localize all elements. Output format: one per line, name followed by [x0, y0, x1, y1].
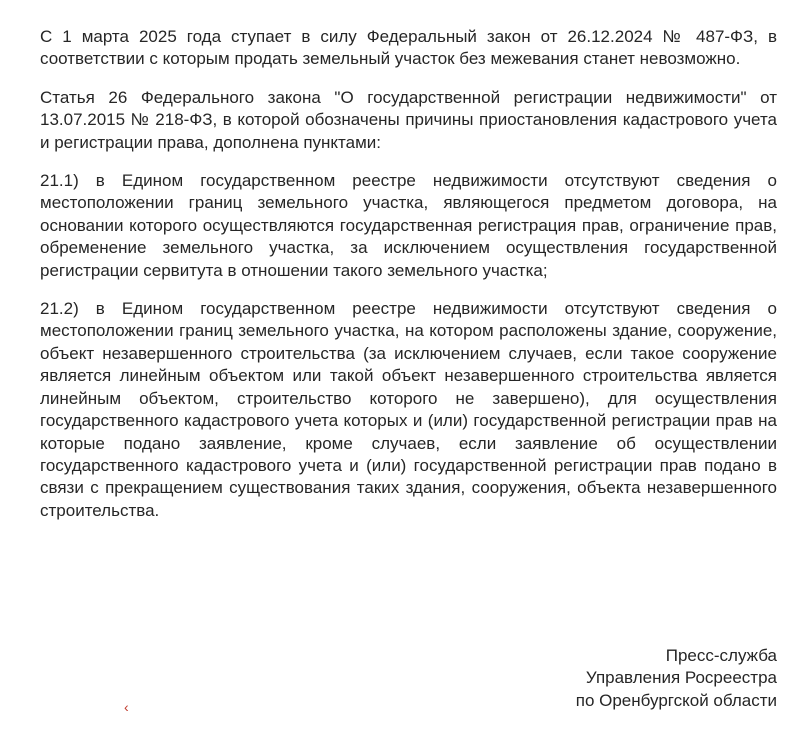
signature-line-department: Управления Росреестра	[585, 668, 777, 688]
chevron-left-icon[interactable]: ‹	[124, 699, 129, 715]
paragraph-clause-21-1: 21.1) в Едином государственном реестре недвижимости отсутствуют сведения о местоположении границ земельного участка, являющегося предметом договора, на основании которого осуществляются государственная регистрация прав, ограничение прав, обременение земельного участка, за исключением осуществления государственной регистрации сервитута в отношении такого земельного участка;	[40, 171, 777, 280]
signature-line-press-service: Пресс-служба	[665, 646, 777, 665]
press-signature	[576, 645, 777, 712]
paragraph-article-26: Статья 26 Федерального закона "О государственной регистрации недвижимости" от 13.07.2015 № 218-ФЗ, в которой обозначены причины приостановления кадастрового учета и регистрации права, дополнена пунктами:	[40, 87, 777, 152]
paragraph-clause-21-2: 21.2) в Едином государственном реестре недвижимости отсутствуют сведения о местоположении границ земельного участка, на котором расположены здание, сооружение, объект незавершенного строительства (за исключением случаев, если такое сооружение является линейным объектом или такой объект незавершенного строительства является линейным объектом, строительство которого не завершено), для осуществления государственного кадастрового учета которых и (или) государственной регистрации прав на которые подано заявление, кроме случаев, если заявление об осуществлении государственного кадастрового учета и (или) государственной регистрации прав подано в связи с прекращением существования таких здания, сооружения, объекта незавершенного строительства.	[40, 299, 777, 520]
article-body	[40, 26, 777, 538]
signature-line-region: по Оренбургской области	[575, 690, 777, 710]
paragraph-intro: С 1 марта 2025 года ступает в силу Федеральный закон от 26.12.2024 № 487-ФЗ, в соответствии с которым продать земельный участок без межевания станет невозможно.	[40, 27, 777, 69]
